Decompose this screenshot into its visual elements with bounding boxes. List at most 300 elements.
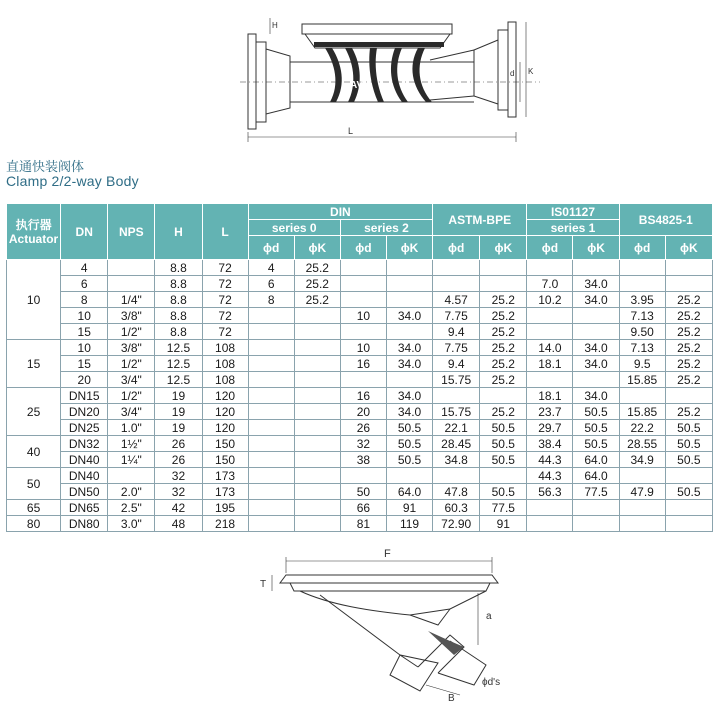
- header-phi-k: ϕK: [480, 236, 527, 260]
- cell-din0-k: [294, 308, 340, 324]
- dim-label-k: K: [528, 67, 534, 76]
- cell-h: 19: [155, 404, 202, 420]
- cell-din0-d: [248, 516, 294, 532]
- cell-iso-k: 50.5: [573, 436, 619, 452]
- cell-astm-k: [480, 276, 527, 292]
- cell-nps: 1¼": [108, 452, 155, 468]
- cell-nps: 1/2": [108, 324, 155, 340]
- cell-bs-d: 34.9: [619, 452, 665, 468]
- cell-astm-k: 25.2: [480, 356, 527, 372]
- cell-iso-k: 50.5: [573, 420, 619, 436]
- cell-bs-d: [619, 500, 665, 516]
- cell-din2-d: 38: [340, 452, 386, 468]
- cell-l: 120: [202, 388, 248, 404]
- cell-bs-k: 50.5: [665, 452, 712, 468]
- cell-h: 12.5: [155, 340, 202, 356]
- cell-bs-d: 9.50: [619, 324, 665, 340]
- cell-nps: 3/8": [108, 308, 155, 324]
- cell-bs-k: [665, 260, 712, 276]
- cell-dn: 6: [61, 276, 108, 292]
- cell-din2-d: [340, 372, 386, 388]
- cell-din2-k: [386, 372, 432, 388]
- avm-logo: AVM: [350, 80, 372, 91]
- cell-iso-d: [527, 260, 573, 276]
- caption-english: Clamp 2/2-way Body: [6, 173, 139, 189]
- header-phi-d: ϕd: [527, 236, 573, 260]
- cell-iso-d: 23.7: [527, 404, 573, 420]
- table-row: [7, 468, 713, 484]
- cell-iso-d: 44.3: [527, 468, 573, 484]
- cell-h: 32: [155, 468, 202, 484]
- cell-nps: 1.0": [108, 420, 155, 436]
- cell-bs-k: 25.2: [665, 404, 712, 420]
- cell-din2-k: 34.0: [386, 388, 432, 404]
- cell-iso-k: [573, 308, 619, 324]
- cell-dn: DN40: [61, 468, 108, 484]
- cell-iso-d: [527, 372, 573, 388]
- cell-h: 19: [155, 420, 202, 436]
- header-iso-series1: series 1: [527, 220, 619, 236]
- cell-din0-d: [248, 340, 294, 356]
- cell-din0-k: [294, 420, 340, 436]
- cell-iso-k: 34.0: [573, 340, 619, 356]
- header-astm: ASTM-BPE: [433, 204, 527, 236]
- cell-nps: [108, 468, 155, 484]
- cell-l: 173: [202, 468, 248, 484]
- cell-dn: 4: [61, 260, 108, 276]
- cell-astm-k: [480, 468, 527, 484]
- cell-din0-d: 6: [248, 276, 294, 292]
- cell-iso-d: 14.0: [527, 340, 573, 356]
- cell-din0-k: [294, 356, 340, 372]
- cell-iso-d: 18.1: [527, 356, 573, 372]
- header-phi-k: ϕK: [294, 236, 340, 260]
- cell-din0-d: 4: [248, 260, 294, 276]
- cell-astm-k: 50.5: [480, 436, 527, 452]
- cell-iso-d: [527, 516, 573, 532]
- cell-din0-k: [294, 436, 340, 452]
- cell-bs-d: 7.13: [619, 340, 665, 356]
- actuator-cell: 25: [7, 388, 61, 436]
- cell-l: 72: [202, 324, 248, 340]
- cell-bs-k: [665, 468, 712, 484]
- dim-label-l: L: [348, 126, 354, 136]
- header-phi-d: ϕd: [619, 236, 665, 260]
- spec-table: [6, 203, 713, 532]
- cell-iso-d: [527, 500, 573, 516]
- cell-din2-d: 20: [340, 404, 386, 420]
- cell-astm-k: 25.2: [480, 292, 527, 308]
- cell-l: 108: [202, 356, 248, 372]
- dim-label-d: d: [510, 69, 515, 78]
- dim-label-t: T: [260, 579, 267, 590]
- header-phi-d: ϕd: [433, 236, 480, 260]
- table-row: [7, 324, 713, 340]
- cell-nps: 3.0": [108, 516, 155, 532]
- cell-din2-d: 10: [340, 340, 386, 356]
- cell-dn: 10: [61, 308, 108, 324]
- actuator-cell: 50: [7, 468, 61, 500]
- cell-iso-k: 34.0: [573, 292, 619, 308]
- cell-astm-d: 9.4: [433, 324, 480, 340]
- header-actuator-cn: 执行器: [15, 217, 52, 232]
- cell-bs-d: 9.5: [619, 356, 665, 372]
- cell-astm-d: 15.75: [433, 404, 480, 420]
- table-row: [7, 388, 713, 404]
- cell-h: 8.8: [155, 308, 202, 324]
- cell-astm-d: 7.75: [433, 308, 480, 324]
- cell-din0-k: [294, 500, 340, 516]
- dim-label-ds: ϕd's: [482, 677, 501, 688]
- cell-l: 150: [202, 452, 248, 468]
- valve-body-side-drawing: [230, 4, 550, 146]
- cell-astm-d: 72.90: [433, 516, 480, 532]
- cell-din0-k: [294, 484, 340, 500]
- caption-chinese: 直通快装阀体: [6, 159, 85, 174]
- cell-bs-k: 50.5: [665, 484, 712, 500]
- cell-astm-k: [480, 260, 527, 276]
- header-phi-k: ϕK: [665, 236, 712, 260]
- cell-din0-k: [294, 452, 340, 468]
- header-bs: BS4825-1: [619, 204, 712, 236]
- cell-nps: 1/4": [108, 292, 155, 308]
- cell-l: 150: [202, 436, 248, 452]
- cell-din2-d: 10: [340, 308, 386, 324]
- cell-iso-k: [573, 324, 619, 340]
- header-h: H: [155, 204, 202, 260]
- cell-l: 120: [202, 420, 248, 436]
- cell-iso-k: 50.5: [573, 404, 619, 420]
- header-iso: IS01127: [527, 204, 619, 220]
- cell-nps: 1½": [108, 436, 155, 452]
- cell-iso-k: [573, 516, 619, 532]
- cell-din2-d: 32: [340, 436, 386, 452]
- table-row: [7, 452, 713, 468]
- header-l: L: [202, 204, 248, 260]
- cell-iso-d: 18.1: [527, 388, 573, 404]
- cell-astm-d: [433, 260, 480, 276]
- cell-din0-d: [248, 468, 294, 484]
- header-phi-d: ϕd: [248, 236, 294, 260]
- cell-l: 72: [202, 292, 248, 308]
- cell-din2-k: [386, 276, 432, 292]
- cell-astm-d: 34.8: [433, 452, 480, 468]
- cell-bs-d: [619, 276, 665, 292]
- cell-bs-k: [665, 516, 712, 532]
- actuator-cell: 40: [7, 436, 61, 468]
- spec-table-body: [7, 260, 713, 532]
- cell-din2-d: 16: [340, 388, 386, 404]
- cell-h: 8.8: [155, 324, 202, 340]
- cell-nps: 2.5": [108, 500, 155, 516]
- cell-l: 72: [202, 260, 248, 276]
- cell-nps: [108, 260, 155, 276]
- header-actuator-en: Actuator: [8, 231, 59, 246]
- table-row: [7, 516, 713, 532]
- header-dn: DN: [61, 204, 108, 260]
- cell-iso-k: 64.0: [573, 468, 619, 484]
- cell-h: 8.8: [155, 260, 202, 276]
- cell-din0-d: [248, 452, 294, 468]
- actuator-cell: 10: [7, 260, 61, 340]
- cell-astm-k: 50.5: [480, 420, 527, 436]
- cell-din2-k: 34.0: [386, 340, 432, 356]
- cell-l: 120: [202, 404, 248, 420]
- cell-din2-k: [386, 324, 432, 340]
- cell-bs-d: 3.95: [619, 292, 665, 308]
- cell-l: 108: [202, 340, 248, 356]
- cell-l: 72: [202, 276, 248, 292]
- cell-dn: DN80: [61, 516, 108, 532]
- cell-h: 26: [155, 436, 202, 452]
- cell-iso-k: 64.0: [573, 452, 619, 468]
- cell-din2-d: [340, 276, 386, 292]
- cell-din0-d: 8: [248, 292, 294, 308]
- cell-iso-k: 34.0: [573, 388, 619, 404]
- cell-din2-k: 64.0: [386, 484, 432, 500]
- cell-h: 26: [155, 452, 202, 468]
- cell-bs-d: 15.85: [619, 372, 665, 388]
- cell-nps: 2.0": [108, 484, 155, 500]
- cell-astm-k: 50.5: [480, 484, 527, 500]
- cell-din0-k: [294, 468, 340, 484]
- cell-astm-d: 28.45: [433, 436, 480, 452]
- cell-bs-d: 15.85: [619, 404, 665, 420]
- cell-astm-k: 25.2: [480, 340, 527, 356]
- cell-dn: DN50: [61, 484, 108, 500]
- cell-bs-k: [665, 276, 712, 292]
- cell-nps: 3/4": [108, 404, 155, 420]
- cell-h: 48: [155, 516, 202, 532]
- table-row: [7, 372, 713, 388]
- cell-din2-d: 66: [340, 500, 386, 516]
- cell-bs-k: 50.5: [665, 420, 712, 436]
- header-din-series0: series 0: [248, 220, 340, 236]
- cell-din2-d: [340, 468, 386, 484]
- cell-din2-k: 91: [386, 500, 432, 516]
- cell-nps: 1/2": [108, 356, 155, 372]
- cell-iso-k: [573, 500, 619, 516]
- cell-iso-d: 38.4: [527, 436, 573, 452]
- cell-bs-d: [619, 516, 665, 532]
- cell-din2-d: [340, 292, 386, 308]
- cell-din0-k: 25.2: [294, 292, 340, 308]
- cell-din0-d: [248, 436, 294, 452]
- cell-astm-k: [480, 388, 527, 404]
- cell-din2-d: 81: [340, 516, 386, 532]
- table-row: [7, 260, 713, 276]
- cell-astm-d: 47.8: [433, 484, 480, 500]
- cell-din0-k: [294, 324, 340, 340]
- cell-l: 218: [202, 516, 248, 532]
- cell-bs-k: 25.2: [665, 356, 712, 372]
- cell-din2-k: 119: [386, 516, 432, 532]
- cell-dn: DN15: [61, 388, 108, 404]
- cell-iso-d: 7.0: [527, 276, 573, 292]
- table-row: [7, 340, 713, 356]
- cell-astm-d: 4.57: [433, 292, 480, 308]
- cell-din0-k: [294, 388, 340, 404]
- dim-label-f: F: [384, 548, 391, 560]
- cell-dn: 15: [61, 324, 108, 340]
- cell-iso-k: [573, 260, 619, 276]
- header-actuator: [7, 204, 61, 260]
- cell-h: 8.8: [155, 292, 202, 308]
- cell-nps: [108, 276, 155, 292]
- cell-din2-k: [386, 292, 432, 308]
- cell-din2-d: 16: [340, 356, 386, 372]
- cell-dn: DN40: [61, 452, 108, 468]
- cell-iso-d: 44.3: [527, 452, 573, 468]
- cell-din0-d: [248, 484, 294, 500]
- cell-din0-k: [294, 516, 340, 532]
- cell-astm-k: 25.2: [480, 308, 527, 324]
- table-row: [7, 356, 713, 372]
- cell-din2-d: 50: [340, 484, 386, 500]
- cell-bs-k: 25.2: [665, 308, 712, 324]
- cell-din2-d: 26: [340, 420, 386, 436]
- cell-bs-d: [619, 468, 665, 484]
- header-phi-k: ϕK: [573, 236, 619, 260]
- cell-l: 173: [202, 484, 248, 500]
- header-nps: NPS: [108, 204, 155, 260]
- header-phi-d: ϕd: [340, 236, 386, 260]
- table-row: [7, 276, 713, 292]
- cell-bs-d: 7.13: [619, 308, 665, 324]
- table-row: [7, 436, 713, 452]
- cell-iso-d: 10.2: [527, 292, 573, 308]
- table-row: [7, 308, 713, 324]
- cell-bs-k: 25.2: [665, 372, 712, 388]
- cell-iso-k: [573, 372, 619, 388]
- cell-din0-d: [248, 356, 294, 372]
- table-row: [7, 500, 713, 516]
- cell-astm-d: 60.3: [433, 500, 480, 516]
- cell-din2-k: [386, 468, 432, 484]
- cell-din0-k: [294, 340, 340, 356]
- cell-din0-k: [294, 404, 340, 420]
- cell-iso-k: 77.5: [573, 484, 619, 500]
- table-row: [7, 484, 713, 500]
- header-din-series2: series 2: [340, 220, 432, 236]
- cell-dn: 20: [61, 372, 108, 388]
- cell-din0-d: [248, 404, 294, 420]
- header-phi-k: ϕK: [386, 236, 432, 260]
- cell-nps: 3/4": [108, 372, 155, 388]
- cell-din0-d: [248, 420, 294, 436]
- cell-l: 195: [202, 500, 248, 516]
- cell-bs-d: 28.55: [619, 436, 665, 452]
- cell-din0-d: [248, 500, 294, 516]
- valve-body-section-drawing: [250, 545, 520, 702]
- cell-iso-d: 29.7: [527, 420, 573, 436]
- cell-bs-k: [665, 388, 712, 404]
- cell-din2-d: [340, 260, 386, 276]
- cell-astm-k: 25.2: [480, 324, 527, 340]
- table-row: [7, 292, 713, 308]
- actuator-cell: 65: [7, 500, 61, 516]
- cell-din0-k: 25.2: [294, 276, 340, 292]
- cell-bs-k: 25.2: [665, 292, 712, 308]
- cell-iso-k: 34.0: [573, 356, 619, 372]
- cell-din2-k: 50.5: [386, 420, 432, 436]
- cell-bs-k: 50.5: [665, 436, 712, 452]
- cell-dn: DN65: [61, 500, 108, 516]
- cell-dn: DN32: [61, 436, 108, 452]
- cell-din2-d: [340, 324, 386, 340]
- cell-iso-d: 56.3: [527, 484, 573, 500]
- table-row: [7, 420, 713, 436]
- cell-bs-d: 47.9: [619, 484, 665, 500]
- cell-dn: 15: [61, 356, 108, 372]
- cell-iso-k: 34.0: [573, 276, 619, 292]
- cell-h: 12.5: [155, 372, 202, 388]
- cell-astm-d: 15.75: [433, 372, 480, 388]
- cell-iso-d: [527, 324, 573, 340]
- cell-dn: DN20: [61, 404, 108, 420]
- cell-h: 42: [155, 500, 202, 516]
- cell-astm-d: [433, 388, 480, 404]
- cell-dn: DN25: [61, 420, 108, 436]
- cell-dn: 10: [61, 340, 108, 356]
- cell-astm-d: 22.1: [433, 420, 480, 436]
- cell-astm-k: 25.2: [480, 404, 527, 420]
- cell-astm-k: 50.5: [480, 452, 527, 468]
- cell-astm-k: 77.5: [480, 500, 527, 516]
- cell-din2-k: 34.0: [386, 404, 432, 420]
- cell-din0-k: 25.2: [294, 260, 340, 276]
- cell-astm-d: 7.75: [433, 340, 480, 356]
- cell-din0-d: [248, 372, 294, 388]
- cell-din2-k: 34.0: [386, 356, 432, 372]
- cell-astm-d: [433, 468, 480, 484]
- cell-din2-k: 34.0: [386, 308, 432, 324]
- header-din: DIN: [248, 204, 432, 220]
- cell-dn: 8: [61, 292, 108, 308]
- cell-bs-k: 25.2: [665, 340, 712, 356]
- actuator-cell: 80: [7, 516, 61, 532]
- cell-din0-d: [248, 388, 294, 404]
- cell-nps: 3/8": [108, 340, 155, 356]
- cell-bs-k: 25.2: [665, 324, 712, 340]
- cell-nps: 1/2": [108, 388, 155, 404]
- cell-bs-d: 22.2: [619, 420, 665, 436]
- cell-l: 72: [202, 308, 248, 324]
- cell-h: 32: [155, 484, 202, 500]
- cell-h: 8.8: [155, 276, 202, 292]
- cell-iso-d: [527, 308, 573, 324]
- dim-label-a: a: [486, 611, 492, 622]
- cell-astm-d: [433, 276, 480, 292]
- cell-h: 19: [155, 388, 202, 404]
- cell-astm-d: 9.4: [433, 356, 480, 372]
- dim-label-b: B: [448, 693, 455, 702]
- cell-din0-d: [248, 324, 294, 340]
- cell-din0-d: [248, 308, 294, 324]
- cell-din2-k: 50.5: [386, 436, 432, 452]
- table-row: [7, 404, 713, 420]
- cell-din0-k: [294, 372, 340, 388]
- cell-din2-k: 50.5: [386, 452, 432, 468]
- cell-bs-d: [619, 388, 665, 404]
- cell-astm-k: 91: [480, 516, 527, 532]
- dim-label-h: H: [272, 21, 278, 30]
- cell-bs-k: [665, 500, 712, 516]
- cell-h: 12.5: [155, 356, 202, 372]
- cell-bs-d: [619, 260, 665, 276]
- cell-din2-k: [386, 260, 432, 276]
- actuator-cell: 15: [7, 340, 61, 388]
